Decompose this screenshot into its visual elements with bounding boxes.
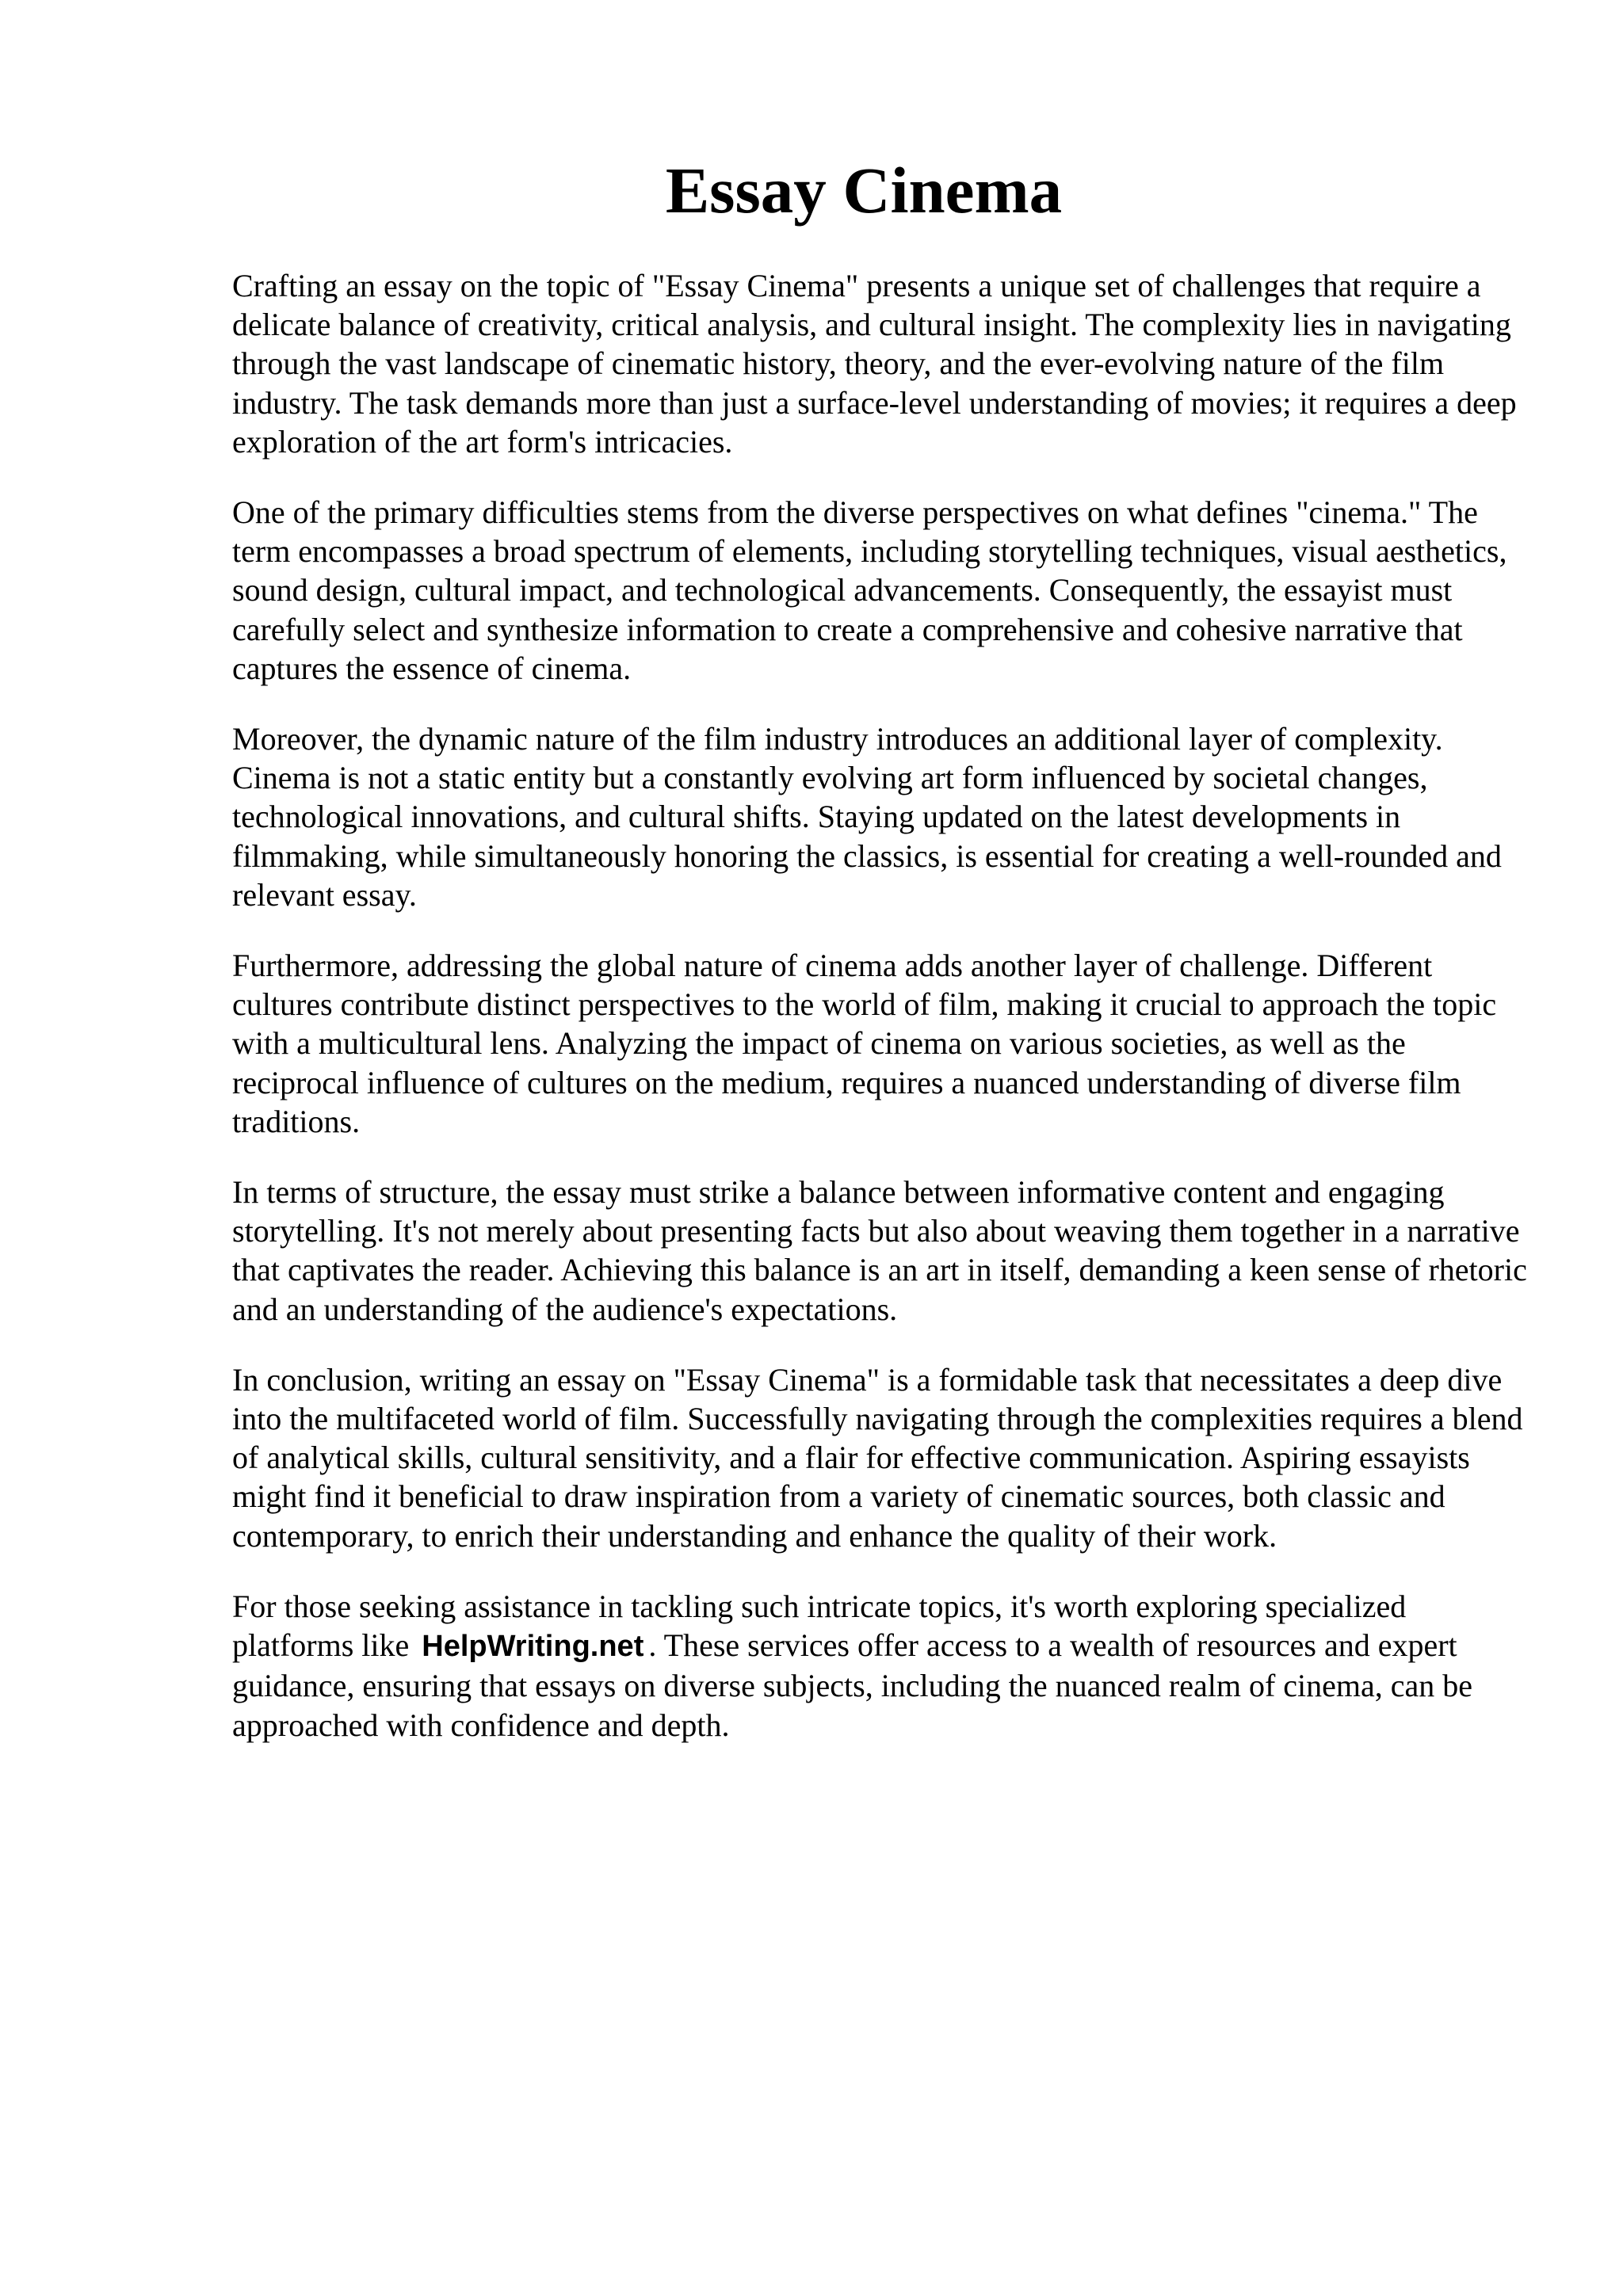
paragraph-1: Crafting an essay on the topic of "Essay Cinema" presents a unique set of challenges that require a delicate balance of creativity, critical analysis, and cultural insight. The complexity lies in navigating through the vast landscape of cinematic history, theory, and the ever-evolving nature of the film industry. The task demands more than just a surface-level understanding of movies; it requires a deep exploration of the art form's intricacies. — [232, 268, 1517, 460]
helpwriting-link[interactable]: HelpWriting.net — [422, 1630, 644, 1664]
paragraph-6: In conclusion, writing an essay on "Essay Cinema" is a formidable task that necessitates a deep dive into the multifaceted world of film. Successfully navigating through the complexities requires a blend of analytical skills, cultural sensitivity, and a flair for effective communication. Aspiring essayists might find it beneficial to draw inspiration from a variety of cinematic sources, both classic and contemporary, to enrich their understanding and enhance the quality of their work. — [232, 1361, 1523, 1554]
essay-body — [232, 266, 1532, 1776]
paragraph-2: One of the primary difficulties stems from the diverse perspectives on what defines "cinema." The term encompasses a broad spectrum of elements, including storytelling techniques, visual aesthetics, sound design, cultural impact, and technological advancements. Consequently, the essayist must carefully select and synthesize information to create a comprehensive and cohesive narrative that captures the essence of cinema. — [232, 494, 1507, 686]
page-title: Essay Cinema — [665, 154, 1063, 227]
paragraph-7 — [232, 1587, 1532, 1745]
paragraph-3: Moreover, the dynamic nature of the film industry introduces an additional layer of complexity. Cinema is not a static entity but a constantly evolving art form influenced by societal changes, technological innovations, and cultural shifts. Staying updated on the latest developments in filmmaking, while simultaneously honoring the classics, is essential for creating a well-rounded and relevant essay. — [232, 721, 1502, 913]
paragraph-7-after: . These services offer access to a wealth of resources and expert guidance, ensuring that essays on diverse subjects, including the nuanced realm of cinema, can be approached with confidence and depth. — [232, 1627, 1473, 1743]
paragraph-5: In terms of structure, the essay must strike a balance between informative content and engaging storytelling. It's not merely about presenting facts but also about weaving them together in a narrative that captivates the reader. Achieving this balance is an art in itself, demanding a keen sense of rhetoric and an understanding of the audience's expectations. — [232, 1174, 1527, 1327]
paragraph-4: Furthermore, addressing the global nature of cinema adds another layer of challenge. Different cultures contribute distinct perspectives to the world of film, making it crucial to approach the topic with a multicultural lens. Analyzing the impact of cinema on various societies, as well as the reciprocal influence of cultures on the medium, requires a nuanced understanding of diverse film traditions. — [232, 948, 1497, 1139]
paragraph-7-before: For those seeking assistance in tackling such intricate topics, it's worth exploring specialized platforms like — [232, 1588, 1407, 1664]
